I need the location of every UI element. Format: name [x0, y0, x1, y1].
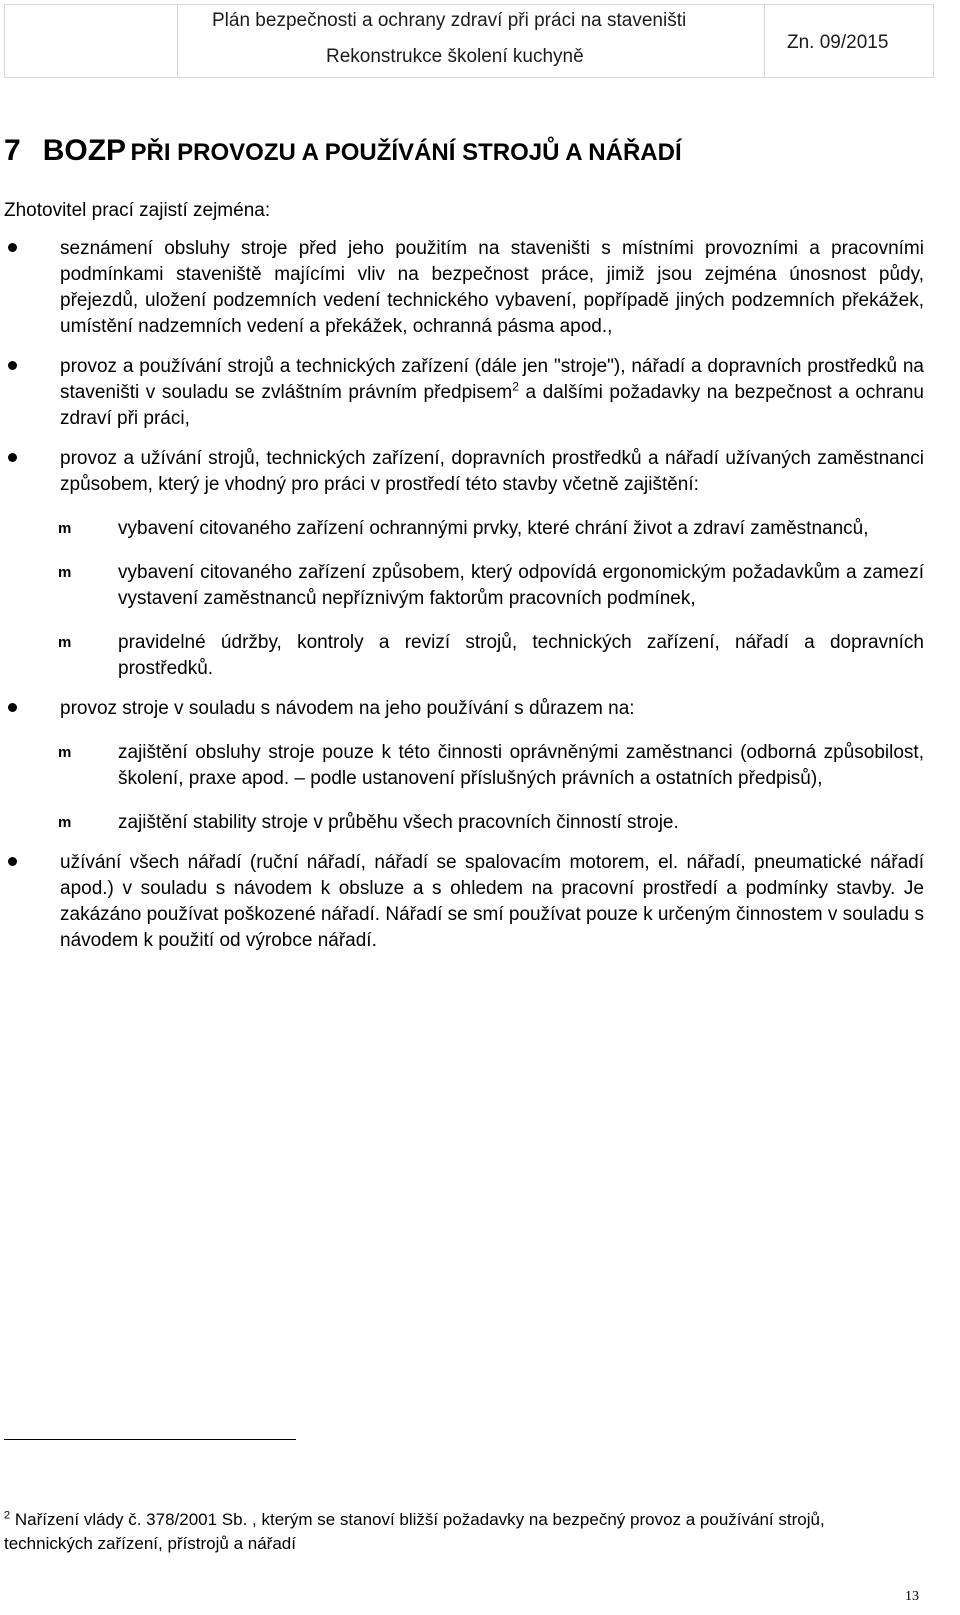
- list-item-text: provoz stroje v souladu s návodem na jeho používání s důrazem na:: [60, 698, 635, 719]
- page-number: 13: [905, 1589, 919, 1604]
- sub-list-item-text: zajištění obsluhy stroje pouze k této činnosti oprávněnými zaměstnanci (odborná způsobilost, školení, praxe apod. – podle ustanovení příslušných právních a ostatních předpisů),: [118, 742, 924, 789]
- list-item-text: užívání všech nářadí (ruční nářadí, nářadí se spalovacím motorem, el. nářadí, pneumatické nářadí apod.) v souladu s návodem k obsluze a s ohledem na pracovní prostředí a podmínky stavby. Je zakázáno používat poškozené nářadí. Nářadí se smí používat pouze k určeným činnostem v souladu s návodem k použití od výrobce nářadí.: [60, 852, 924, 951]
- list-item-text-part: provoz a používání strojů a technických zařízení (dále jen "stroje"), nářadí a dopravních prostředků na staveništi v souladu se zvláštním právním předpisem: [60, 356, 924, 403]
- list-item: [0, 354, 960, 432]
- sub-list-item-text: pravidelné údržby, kontroly a revizí strojů, technických zařízení, nářadí a dopravních prostředků.: [118, 632, 924, 679]
- footnote-reference: 2: [512, 379, 519, 394]
- list-item: [0, 236, 960, 340]
- list-item-text: seznámení obsluhy stroje před jeho použitím na staveništi s místními provozními a pracovními podmínkami staveniště majícími vliv na bezpečnost práce, jimiž jsou zejména únosnost půdy, přejezdů, uložení podzemních vedení technického vybavení, popřípadě jiných podzemních překážek, umístění nadzemních vedení a překážek, ochranná pásma apod.,: [60, 238, 924, 337]
- sub-bullet-icon: m: [58, 520, 72, 537]
- bullet-dot-icon: [8, 703, 17, 712]
- list-item-text-part: a dalšími požadavky na bezpečnost a ochranu zdraví při práci,: [60, 382, 924, 429]
- sub-bullet-icon: m: [58, 744, 72, 761]
- section-number: 7: [4, 134, 21, 167]
- footnote-mark: 2: [4, 1509, 11, 1522]
- header-title-line1: Plán bezpečnosti a ochrany zdraví při práci na staveništi: [212, 10, 687, 31]
- bullet-dot-icon: [8, 243, 17, 252]
- list-item-text: provoz a užívání strojů, technických zařízení, dopravních prostředků a nářadí užívaných zaměstnanci způsobem, který je vhodný pro práci v prostředí této stavby včetně zajištění:: [60, 448, 924, 495]
- header-title-line2: Rekonstrukce školení kuchyně: [326, 46, 584, 67]
- sub-list-item: [0, 630, 960, 682]
- list-item: [0, 696, 960, 836]
- page-header: [0, 0, 960, 80]
- intro-text: Zhotovitel prací zajistí zejména:: [4, 200, 271, 221]
- sub-bullet-icon: m: [58, 814, 72, 831]
- sub-list-item: [0, 560, 960, 612]
- section-title-lead: BOZP: [42, 134, 127, 167]
- footnote-separator: [4, 1439, 296, 1440]
- sub-bullet-icon: m: [58, 634, 72, 651]
- sub-list-item: [0, 516, 960, 542]
- sub-list-item-text: vybavení citovaného zařízení ochrannými prvky, které chrání život a zdraví zaměstnanců,: [118, 518, 869, 539]
- footnote-text: Nařízení vlády č. 378/2001 Sb. , kterým se stanoví bližší požadavky na bezpečný provoz a používání strojů, technických zařízení, přístrojů a nářadí: [4, 1510, 825, 1553]
- footnote: [4, 1508, 904, 1556]
- sub-list-item-text: vybavení citovaného zařízení způsobem, který odpovídá ergonomickým požadavkům a zamezí vystavení zaměstnanců nepříznivým faktorům pracovních podmínek,: [118, 562, 924, 609]
- requirements-list: [0, 236, 960, 968]
- list-item: [0, 850, 960, 954]
- list-item: [0, 446, 960, 682]
- sub-list-item-text: zajištění stability stroje v průběhu všech pracovních činností stroje.: [118, 812, 679, 833]
- bullet-dot-icon: [8, 453, 17, 462]
- bullet-dot-icon: [8, 857, 17, 866]
- list-item-text: [60, 354, 924, 432]
- header-document-number: Zn. 09/2015: [787, 32, 889, 53]
- sub-list-item: [0, 810, 960, 836]
- sub-list-item: [0, 740, 960, 792]
- bullet-dot-icon: [8, 361, 17, 370]
- header-logo-box: [4, 4, 178, 78]
- section-title-rest: PŘI PROVOZU A POUŽÍVÁNÍ STROJŮ A NÁŘADÍ: [130, 139, 682, 166]
- sub-bullet-icon: m: [58, 564, 72, 581]
- section-heading: [4, 134, 682, 168]
